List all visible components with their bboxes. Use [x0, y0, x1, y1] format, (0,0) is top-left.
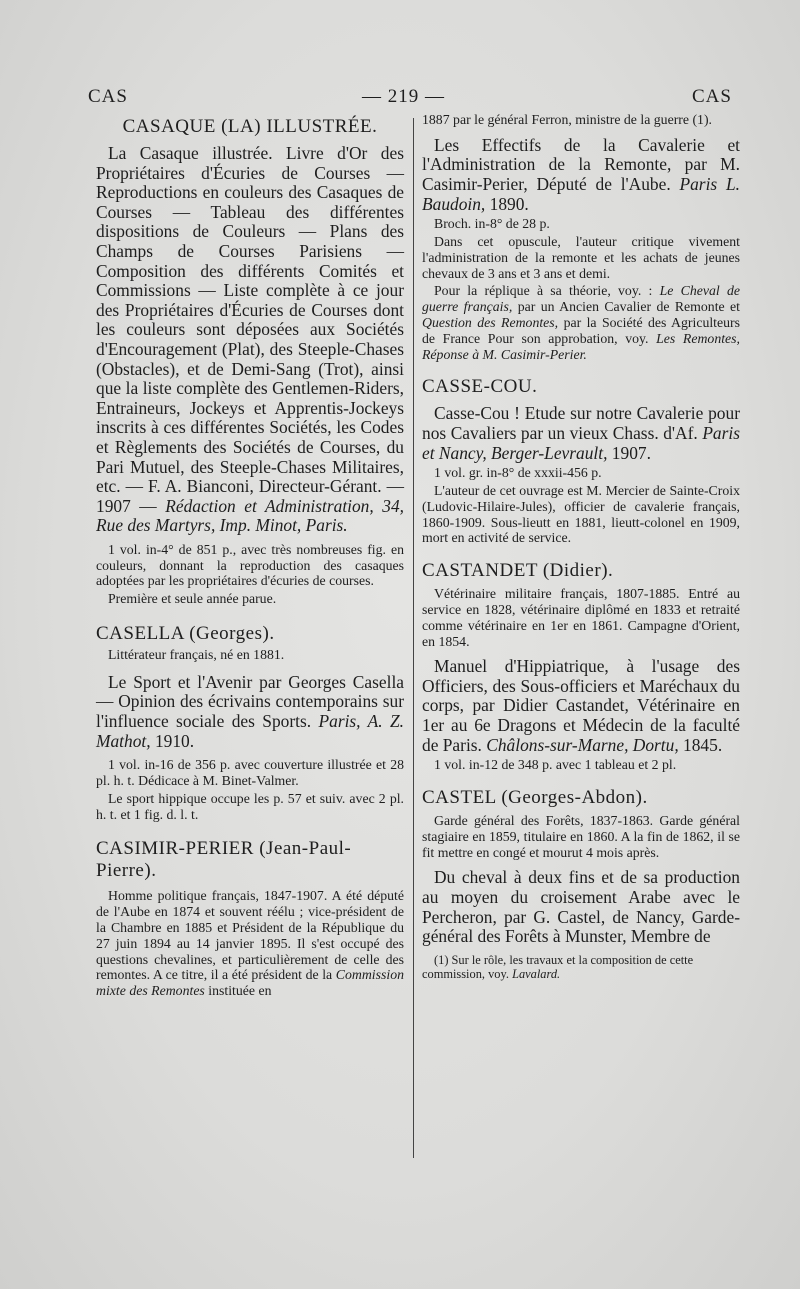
entry-note-castandet-2: 1 vol. in-12 de 348 p. avec 1 tableau et 2 pl.	[434, 757, 677, 773]
entry-heading-castandet: CASTANDET (Didier).	[422, 560, 614, 582]
entry-note-castandet: Vétérinaire militaire français, 1807-1885. Entré au service en 1828, vétérinaire diplômé en 1833 et retraité comme vétérinaire en 1er en 1861. Campagne d'Orient, en 1854.	[422, 586, 740, 649]
entry-heading-castel: CASTEL (Georges-Abdon).	[422, 787, 648, 809]
entry-body-castandet: Manuel d'Hippiatrique, à l'usage des Officiers, des Sous-officiers et Maréchaux du corps, par Didier Castandet, Vétérinaire en 1er au 6e Dragons et Médecin de la faculté de Paris. Châlons-sur-Marne, Dortu, 1845.	[422, 656, 740, 755]
entry-note-cassecou: 1 vol. gr. in-8° de xxxii-456 p.	[434, 465, 602, 481]
entry-heading-cassecou: CASSE-COU.	[422, 376, 538, 398]
entry-note-effectifs-3: Pour la réplique à sa théorie, voy. : Le Cheval de guerre français, par un Ancien Cavalier de Remonte et Question des Remontes, par la Société des Agriculteurs de France Pour son approbation, voy. Les Remontes, Réponse à M. Casimir-Perier.	[422, 283, 741, 362]
header-right: CAS	[692, 86, 732, 107]
footnote: (1) Sur le rôle, les travaux et la composition de cette commission, voy. Lavalard.	[422, 952, 694, 981]
header-left: CAS	[88, 86, 128, 107]
column-divider	[413, 118, 414, 1158]
entry-heading-casella: CASELLA (Georges).	[96, 623, 275, 645]
entry-body-castel: Du cheval à deux fins et de sa production au moyen du croisement Arabe avec le Percheron, par G. Castel, de Nancy, Garde-général des Forêts à Munster, Membre de	[422, 867, 740, 947]
entry-note-casimir: Homme politique français, 1847-1907. A été député de l'Aube en 1874 et souvent réélu ; vice-président de la Chambre en 1885 et Président de la République du 27 juin 1894 au 14 janvier 1895. Il s'est occupé des questions chevalines, et particulièrement de celle des remontes. A ce titre, il a été président de la Commission mixte des Remontes instituée en	[96, 888, 405, 999]
entry-note-effectifs-2: Dans cet opuscule, l'auteur critique vivement l'administration de la remonte et les achats de jeunes chevaux de 3 ans et 3 ans et demi.	[422, 233, 740, 281]
entry-note-casella-2: Le sport hippique occupe les p. 57 et suiv. avec 2 pl. h. t. et 1 fig. d. l. t.	[96, 790, 404, 822]
entry-note-casaque: 1 vol. in-4° de 851 p., avec très nombreuses fig. en couleurs, donnant la reproduction des casaques adoptées par les propriétaires d'écuries de courses.	[96, 541, 404, 589]
entry-heading-casimir: CASIMIR-PERIER (Jean-Paul-Pierre).	[96, 838, 352, 882]
entry-note-casaque-2: Première et seule année parue.	[108, 591, 277, 607]
entry-body-effectifs: Les Effectifs de la Cavalerie et l'Administration de la Remonte, par M. Casimir-Perier, Député de l'Aube. Paris L. Baudoin, 1890.	[422, 134, 740, 214]
entry-body-casella: Le Sport et l'Avenir par Georges Casella — Opinion des écrivains contemporains sur l'influence sociale des Sports. Paris, A. Z. Mathot, 1910.	[96, 671, 404, 751]
entry-body-cassecou: Casse-Cou ! Etude sur notre Cavalerie pour nos Cavaliers par un vieux Chass. d'Af. Paris et Nancy, Berger-Levrault, 1907.	[422, 403, 740, 463]
entry-note-cassecou-2: L'auteur de cet ouvrage est M. Mercier de Sainte-Croix (Ludovic-Hilaire-Jules), officier de cavalerie français, 1860-1909. Sous-lieutt en 1881, lieutt-colonel en 1909, mort en activité de service.	[422, 482, 740, 546]
entry-bio-casella: Littérateur français, né en 1881.	[108, 647, 285, 663]
entry-heading-casaque: CASAQUE (LA) ILLUSTRÉE.	[122, 116, 378, 137]
page-number: — 219 —	[362, 86, 445, 107]
entry-continued-casimir: 1887 par le général Ferron, ministre de la guerre (1).	[422, 112, 713, 127]
entry-body-casaque: La Casaque illustrée. Livre d'Or des Propriétaires d'Écuries de Courses — Reproductions en couleurs des Casaques de Courses — Tableau des différentes dispositions de Couleurs — Plans des Champs de Courses Parisiens — Composition des différents Comités et Commissions — Liste complète à ce jour des Propriétaires d'Écuries de Courses dont les couleurs sont déposées aux Sociétés d'Encouragement (Plat), des Steeple-Chases (Obstacles), et de Demi-Sang (Trot), ainsi que la liste complète des Gentlemen-Riders, Entraineurs, Jockeys et Apprentis-Jockeys inscrits à ces différentes Sociétés, les Codes et Règlements des Sociétés de Courses, du Pari Mutuel, des Steeple-Chases Militaires, etc. — F. A. Bianconi, Directeur-Gérant. — 1907 — Rédaction et Administration, 34, Rue des Martyrs, Imp. Minot, Paris.	[96, 143, 404, 536]
left-column	[96, 112, 404, 999]
entry-note-effectifs: Broch. in-8° de 28 p.	[434, 216, 550, 232]
entry-note-casella: 1 vol. in-16 de 356 p. avec couverture illustrée et 28 pl. h. t. Dédicace à M. Binet-Valmer.	[96, 757, 404, 789]
entry-note-castel: Garde général des Forêts, 1837-1863. Garde général stagiaire en 1859, titulaire en 1860. A la fin de 1862, il se fit mettre en congé et mourut 4 mois après.	[422, 813, 740, 860]
right-column	[422, 112, 740, 993]
